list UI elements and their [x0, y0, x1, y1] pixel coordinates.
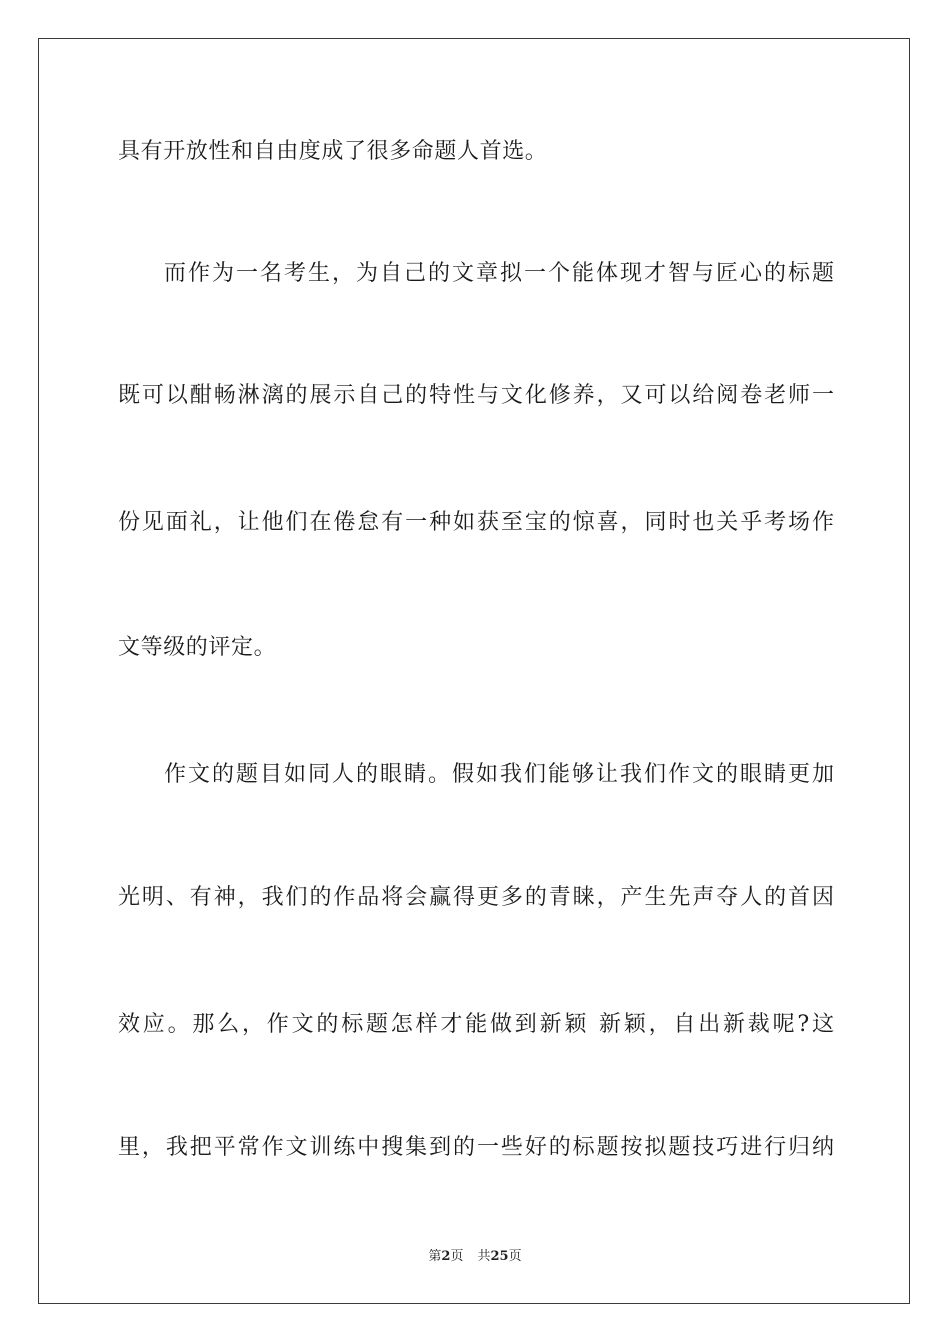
text-line-8: 效应。那么，作文的标题怎样才能做到新颖 新颖，自出新裁呢?这 [118, 1012, 834, 1037]
text-line-7: 光明、有神，我们的作品将会赢得更多的青睐，产生先声夺人的首因 [118, 885, 834, 910]
text-line-6: 作文的题目如同人的眼睛。假如我们能够让我们作文的眼睛更加 [164, 762, 834, 787]
page-border [38, 38, 910, 1304]
page-suffix: 页 [450, 1249, 464, 1264]
total-pages: 25 [490, 1249, 509, 1264]
page-footer [0, 1248, 950, 1266]
text-line-5: 文等级的评定。 [118, 635, 277, 660]
page-prefix: 第 [428, 1249, 442, 1264]
total-prefix: 共 [477, 1249, 491, 1264]
text-line-3: 既可以酣畅淋漓的展示自己的特性与文化修养，又可以给阅卷老师一 [118, 383, 834, 408]
text-line-4: 份见面礼，让他们在倦怠有一种如获至宝的惊喜，同时也关乎考场作 [118, 510, 834, 535]
text-line-1: 具有开放性和自由度成了很多命题人首选。 [118, 139, 548, 164]
total-suffix: 页 [508, 1249, 522, 1264]
page-number: 2 [441, 1249, 451, 1264]
text-line-2: 而作为一名考生，为自己的文章拟一个能体现才智与匠心的标题 [164, 261, 834, 286]
text-line-9: 里，我把平常作文训练中搜集到的一些好的标题按拟题技巧进行归纳 [118, 1135, 834, 1160]
